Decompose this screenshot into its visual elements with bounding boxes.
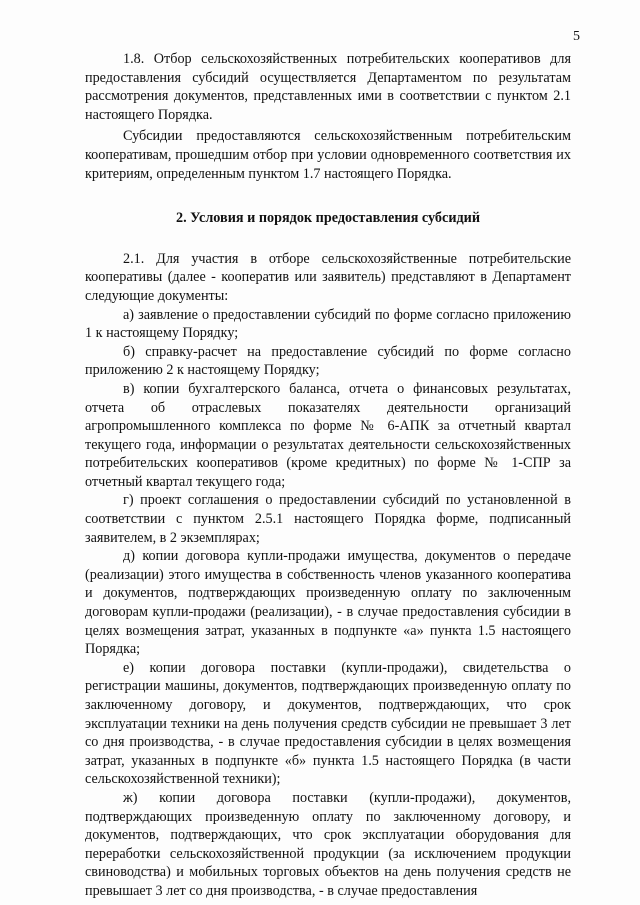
list-item-d: д) копии договора купли-продажи имущества, документов о передаче (реализации) этого имущества в собственность членов указанного кооператива и документов, подтверждающих произведенную оплату по заключенным договорам купли-продажи (реализации), - в случае предоставления субсидии в целях возмещения затрат, указанных в подпункте «а» пункта 1.5 настоящего Порядка; — [85, 548, 571, 658]
list-item-b: б) справку-расчет на предоставление субсидий по форме согласно приложению 2 к настоящему Порядку; — [85, 343, 571, 379]
list-item-e: е) копии договора поставки (купли-продажи), свидетельства о регистрации машины, документов, подтверждающих произведенную оплату по заключенному договору, и документов, подтверждающих, что срок эксплуатации техники на день получения средств субсидии не превышает 3 лет со дня производства, - в случае предоставления субсидии в целях возмещения затрат, указанных в подпункте «б» пункта 1.5 настоящего Порядка (в части сельскохозяйственной техники); — [85, 659, 571, 788]
list-item-a: а) заявление о предоставлении субсидий по форме согласно приложению 1 к настоящему Порядку; — [85, 306, 571, 342]
document-body — [85, 50, 571, 901]
list-item-g: г) проект соглашения о предоставлении субсидий по установленной в соответствии с пунктом 2.5.1 настоящего Порядка форме, подписанный заявителем, в 2 экземплярах; — [85, 492, 571, 546]
page-number: 5 — [573, 29, 580, 44]
paragraph-subsidies-recipients: Субсидии предоставляются сельскохозяйственным потребительским кооперативам, прошедшим отбор при условии одновременного соответствия их критериям, определенным пунктом 1.7 настоящего Порядка. — [85, 128, 571, 182]
list-item-v: в) копии бухгалтерского баланса, отчета о финансовых результатах, отчета об отраслевых показателях деятельности организаций агропромышленного комплекса по форме № 6-АПК за отчетный квартал текущего года, информации о результатах деятельности сельскохозяйственных потребительских кооперативов (кроме кредитных) по форме № 1-СПР за отчетный квартал текущего года; — [85, 380, 571, 490]
list-item-zh: ж) копии договора поставки (купли-продажи), документов, подтверждающих произведенную оплату по заключенному договору, и документов, подтверждающих, что срок эксплуатации оборудования для переработки сельскохозяйственной продукции (за исключением продукции свиноводства) и мобильных торговых объектов на день получения средств не превышает 3 лет со дня производства, - в случае предоставления — [85, 789, 571, 899]
paragraph-2-1: 2.1. Для участия в отборе сельскохозяйственные потребительские кооперативы (далее - кооператив или заявитель) представляют в Департамент следующие документы: — [85, 250, 571, 304]
paragraph-1-8: 1.8. Отбор сельскохозяйственных потребительских кооперативов для предоставления субсидий осуществляется Департаментом по результатам рассмотрения документов, представленных ими в соответствии с пунктом 2.1 настоящего Порядка. — [85, 51, 571, 123]
section-heading: 2. Условия и порядок предоставления субсидий — [175, 210, 481, 227]
